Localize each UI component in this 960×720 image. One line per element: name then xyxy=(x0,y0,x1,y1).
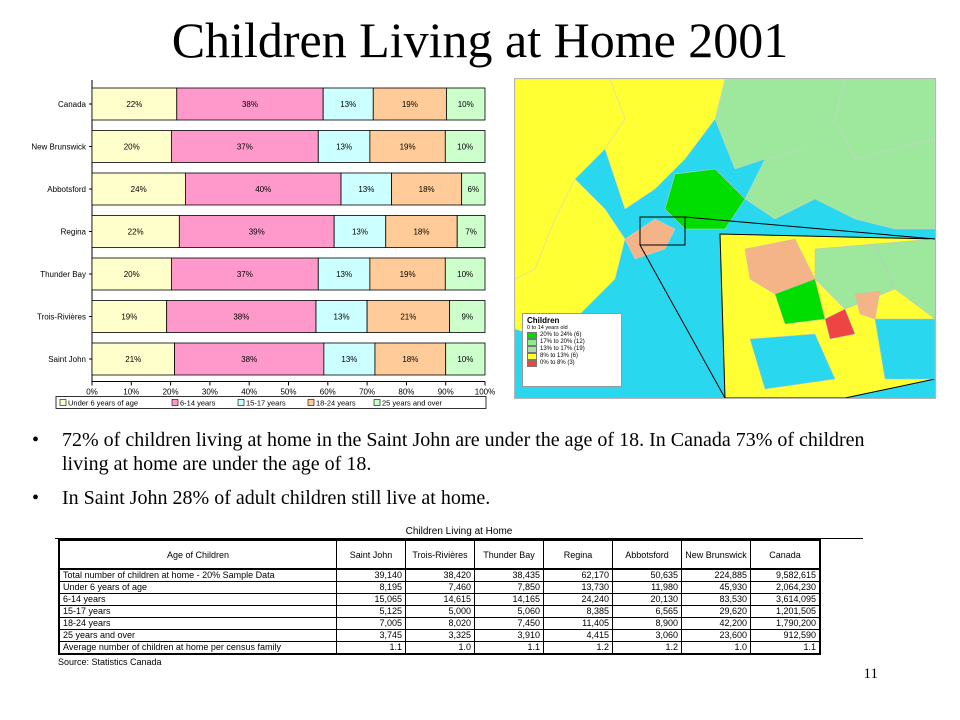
table-cell: 3,614,095 xyxy=(751,594,821,606)
table-cell: 9,582,615 xyxy=(751,569,821,582)
table-cell: 7,850 xyxy=(475,582,544,594)
map-legend-title: Children xyxy=(527,316,560,325)
category-label: Regina xyxy=(60,227,86,237)
table-row xyxy=(59,630,820,642)
table-cell: 8,385 xyxy=(544,606,613,618)
table-cell: 1.2 xyxy=(613,642,682,655)
bar-data-label: 13% xyxy=(340,100,357,109)
x-tick-label: 50% xyxy=(280,387,297,397)
bar-data-label: 13% xyxy=(336,142,353,152)
bar-data-label: 10% xyxy=(457,355,474,364)
table-cell: 50,635 xyxy=(613,569,682,582)
category-label: New Brunswick xyxy=(31,142,86,152)
table-row xyxy=(59,594,820,606)
bullet-dot: • xyxy=(32,487,40,509)
table-cell: 3,325 xyxy=(406,630,475,642)
bar-data-label: 38% xyxy=(233,312,250,322)
bullet-item xyxy=(32,486,912,510)
table-cell: 912,590 xyxy=(751,630,821,642)
table-cell: 38,435 xyxy=(475,569,544,582)
category-label: Thunder Bay xyxy=(40,270,86,279)
legend-swatch xyxy=(172,400,178,406)
bar-data-label: 18% xyxy=(413,227,430,237)
map-legend-label: 8% to 13% (6) xyxy=(540,353,579,359)
children-table xyxy=(58,539,821,655)
bar-data-label: 20% xyxy=(123,270,140,279)
bullet-dot: • xyxy=(32,429,40,451)
table-header-cell: Thunder Bay xyxy=(475,540,544,569)
x-tick-label: 80% xyxy=(398,387,415,397)
bar-data-label: 13% xyxy=(333,312,350,322)
legend-label: 15-17 years xyxy=(246,398,286,408)
table-cell: 15,065 xyxy=(337,594,406,606)
table-cell: 1.1 xyxy=(337,642,406,655)
table-header-cell: Regina xyxy=(544,540,613,569)
x-tick-label: 60% xyxy=(319,387,336,397)
legend-label: 25 years and over xyxy=(382,398,443,408)
table-cell: 6-14 years xyxy=(59,594,337,606)
bar-data-label: 13% xyxy=(358,185,375,194)
table-cell: 1,790,200 xyxy=(751,618,821,630)
table-cell: 23,600 xyxy=(682,630,751,642)
data-table-container xyxy=(55,526,863,684)
map-legend-label: 20% to 24% (6) xyxy=(540,332,582,338)
stacked-bar-chart xyxy=(8,80,498,418)
bar-data-label: 10% xyxy=(457,142,474,152)
legend-label: 18-24 years xyxy=(316,398,356,408)
bar-data-label: 13% xyxy=(336,270,353,279)
table-cell: 5,060 xyxy=(475,606,544,618)
bar-data-label: 38% xyxy=(241,355,258,364)
bullet-text: 72% of children living at home in the Saint John are under the age of 18. In Canada 73% of children living at home are under the age of 18. xyxy=(62,429,865,475)
bar-data-label: 10% xyxy=(457,100,474,109)
legend-swatch xyxy=(374,400,380,406)
table-cell: 11,405 xyxy=(544,618,613,630)
table-cell: 8,195 xyxy=(337,582,406,594)
table-cell: 7,450 xyxy=(475,618,544,630)
bullet-item xyxy=(32,428,912,476)
bar-data-label: 18% xyxy=(402,355,419,364)
category-label: Saint John xyxy=(48,355,86,364)
table-cell: 1.0 xyxy=(682,642,751,655)
map-legend-item xyxy=(527,353,617,360)
table-cell: 45,930 xyxy=(682,582,751,594)
table-cell: 3,910 xyxy=(475,630,544,642)
bar-data-label: 7% xyxy=(465,227,477,237)
bar-data-label: 39% xyxy=(248,227,265,237)
table-cell: 1.0 xyxy=(406,642,475,655)
bar-data-label: 19% xyxy=(121,312,138,322)
bar-data-label: 40% xyxy=(255,185,272,194)
table-cell: 7,005 xyxy=(337,618,406,630)
table-source: Source: Statistics Canada xyxy=(58,657,162,667)
table-row xyxy=(59,582,820,594)
table-title: Children Living at Home xyxy=(55,526,863,539)
table-row xyxy=(59,642,820,655)
x-tick-label: 30% xyxy=(201,387,218,397)
bar-data-label: 21% xyxy=(125,355,142,364)
bar-data-label: 13% xyxy=(351,227,368,237)
table-cell: 14,615 xyxy=(406,594,475,606)
table-cell: 8,020 xyxy=(406,618,475,630)
map-legend-swatch xyxy=(527,346,537,353)
bar-data-label: 37% xyxy=(236,142,253,152)
bar-data-label: 19% xyxy=(399,142,416,152)
x-tick-label: 90% xyxy=(437,387,454,397)
table-cell: 42,200 xyxy=(682,618,751,630)
map-legend-item xyxy=(527,332,617,339)
bar-data-label: 21% xyxy=(400,312,417,322)
table-cell: 62,170 xyxy=(544,569,613,582)
x-tick-label: 40% xyxy=(241,387,258,397)
map-legend-label: 0% to 8% (3) xyxy=(540,360,575,366)
page-number: 11 xyxy=(863,666,878,682)
category-label: Canada xyxy=(57,100,86,109)
bar-data-label: 24% xyxy=(130,185,147,194)
bar-data-label: 22% xyxy=(126,100,143,109)
map-legend-swatch xyxy=(527,332,537,339)
table-cell: Under 6 years of age xyxy=(59,582,337,594)
table-cell: 224,885 xyxy=(682,569,751,582)
x-tick-label: 10% xyxy=(123,387,140,397)
table-header-cell: New Brunswick xyxy=(682,540,751,569)
table-cell: 5,125 xyxy=(337,606,406,618)
table-cell: 1.2 xyxy=(544,642,613,655)
table-cell: 5,000 xyxy=(406,606,475,618)
slide-title: Children Living at Home 2001 xyxy=(171,12,789,68)
table-cell: 7,460 xyxy=(406,582,475,594)
table-header-cell: Abbotsford xyxy=(613,540,682,569)
legend-swatch xyxy=(238,400,244,406)
map-legend-label: 17% to 20% (12) xyxy=(540,339,585,345)
table-cell: Total number of children at home - 20% Sample Data xyxy=(59,569,337,582)
table-cell: 18-24 years xyxy=(59,618,337,630)
map-legend-item xyxy=(527,360,617,367)
table-cell: 24,240 xyxy=(544,594,613,606)
table-cell: 6,565 xyxy=(613,606,682,618)
x-tick-label: 100% xyxy=(474,387,496,397)
map-legend-swatch xyxy=(527,353,537,360)
table-cell: 29,620 xyxy=(682,606,751,618)
map-legend-item xyxy=(527,346,617,353)
map-legend-label: 13% to 17% (19) xyxy=(540,346,585,352)
table-header-cell: Trois-Rivières xyxy=(406,540,475,569)
bar-data-label: 9% xyxy=(461,312,474,322)
table-cell: 3,060 xyxy=(613,630,682,642)
table-cell: 2,064,230 xyxy=(751,582,821,594)
table-cell: Average number of children at home per census family xyxy=(59,642,337,655)
table-header-cell: Age of Children xyxy=(59,540,337,569)
legend-label: 6-14 years xyxy=(180,398,216,408)
bar-data-label: 20% xyxy=(123,142,140,152)
bar-data-label: 10% xyxy=(457,270,474,279)
table-cell: 39,140 xyxy=(337,569,406,582)
table-cell: 15-17 years xyxy=(59,606,337,618)
legend-swatch xyxy=(60,400,66,406)
category-label: Abbotsford xyxy=(47,185,86,194)
x-tick-label: 70% xyxy=(359,387,376,397)
table-cell: 11,980 xyxy=(613,582,682,594)
legend-label: Under 6 years of age xyxy=(68,398,139,408)
table-cell: 8,900 xyxy=(613,618,682,630)
map-legend-item xyxy=(527,339,617,346)
table-cell: 20,130 xyxy=(613,594,682,606)
map-legend-swatch xyxy=(527,339,537,346)
table-header-cell: Saint John xyxy=(337,540,406,569)
table-header-cell: Canada xyxy=(751,540,821,569)
bar-data-label: 37% xyxy=(236,270,253,279)
table-row xyxy=(59,618,820,630)
bar-data-label: 13% xyxy=(341,355,358,364)
table-row xyxy=(59,606,820,618)
table-cell: 3,745 xyxy=(337,630,406,642)
x-tick-label: 20% xyxy=(162,387,179,397)
bar-data-label: 22% xyxy=(127,227,144,237)
table-cell: 25 years and over xyxy=(59,630,337,642)
map-legend-subtitle: 0 to 14 years old xyxy=(527,325,568,331)
table-cell: 1,201,505 xyxy=(751,606,821,618)
bar-data-label: 6% xyxy=(467,185,480,194)
table-cell: 83,530 xyxy=(682,594,751,606)
table-cell: 14,165 xyxy=(475,594,544,606)
table-cell: 1.1 xyxy=(475,642,544,655)
map-legend xyxy=(522,313,622,387)
category-label: Trois-Rivières xyxy=(36,312,86,322)
table-cell: 38,420 xyxy=(406,569,475,582)
table-cell: 13,730 xyxy=(544,582,613,594)
bar-data-label: 19% xyxy=(399,270,416,279)
bar-data-label: 38% xyxy=(241,100,258,109)
table-cell: 4,415 xyxy=(544,630,613,642)
bullet-text: In Saint John 28% of adult children still live at home. xyxy=(62,487,491,509)
map-legend-swatch xyxy=(527,360,537,367)
table-row xyxy=(59,569,820,582)
x-tick-label: 0% xyxy=(86,387,98,397)
legend-swatch xyxy=(308,400,314,406)
table-cell: 1.1 xyxy=(751,642,821,655)
bullet-list xyxy=(32,428,912,520)
bar-data-label: 19% xyxy=(401,100,418,109)
bar-data-label: 18% xyxy=(418,185,435,194)
